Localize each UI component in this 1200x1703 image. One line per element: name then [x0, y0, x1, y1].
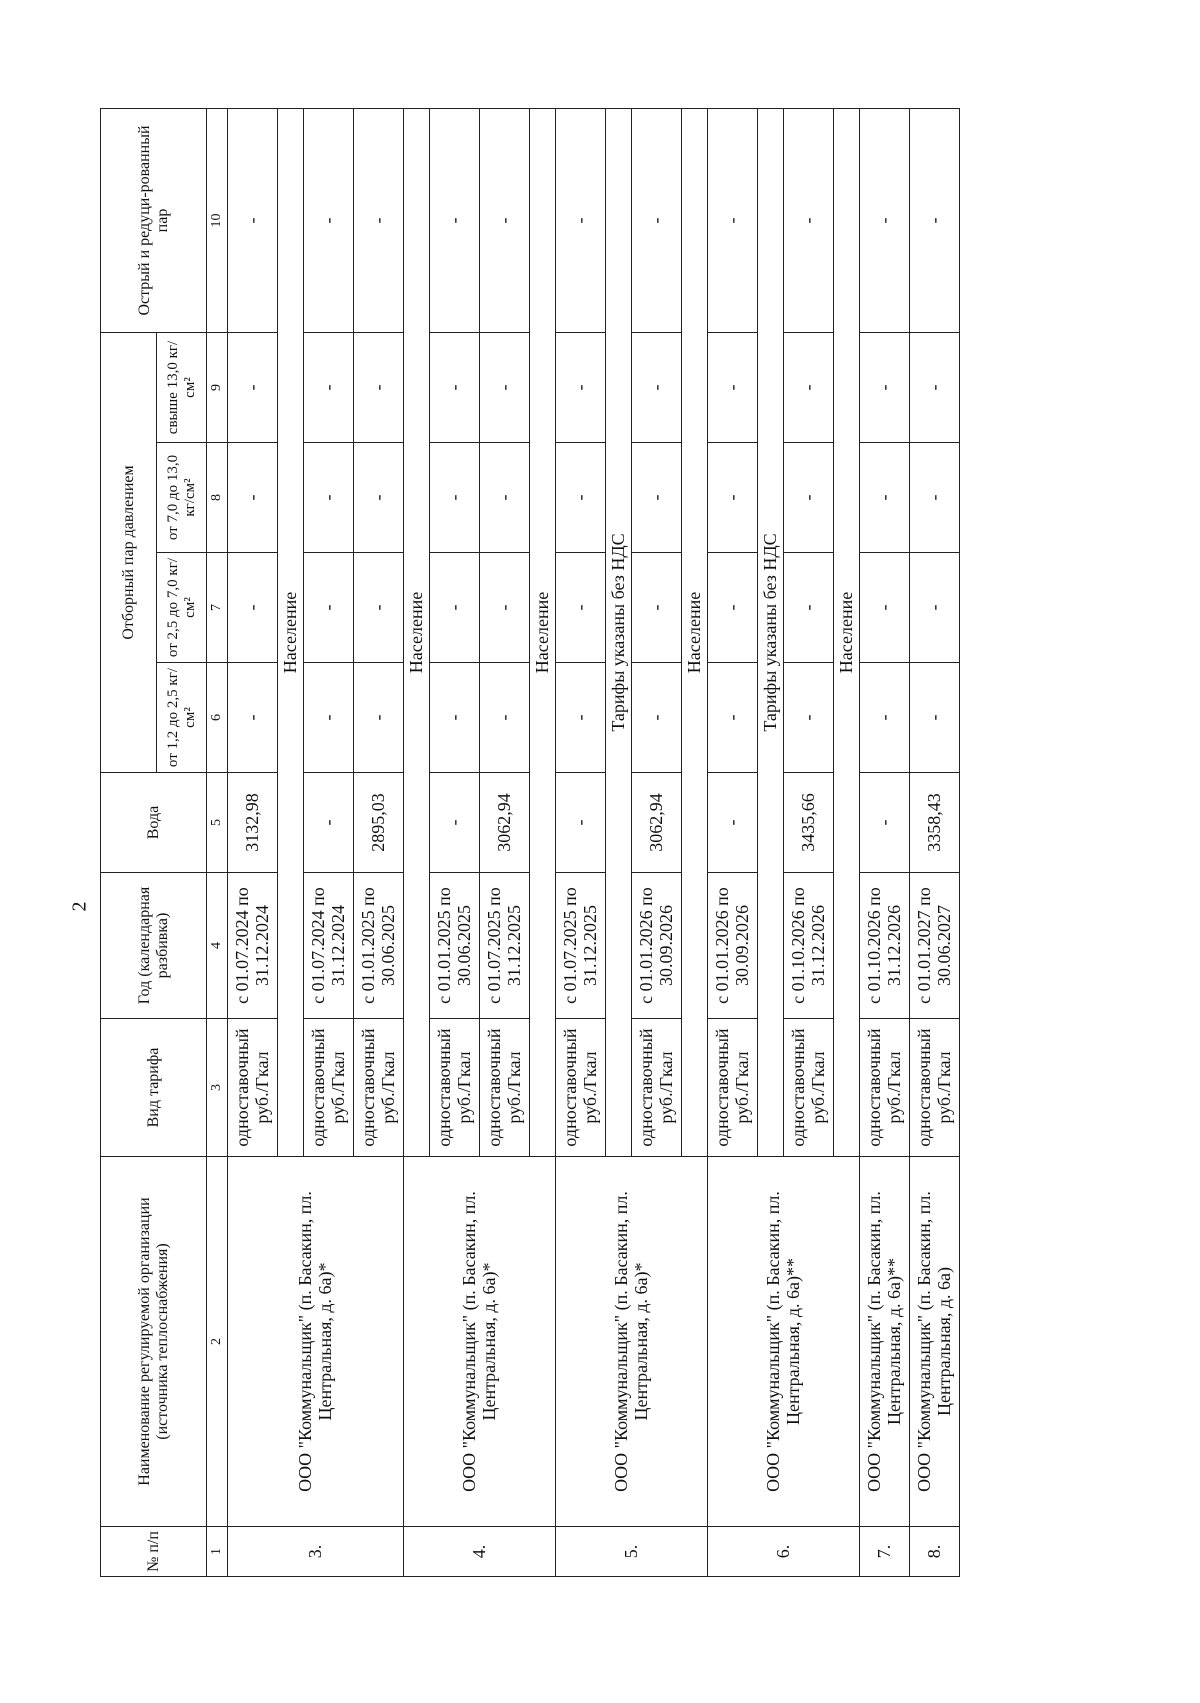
population-label: Население — [834, 109, 860, 1157]
tariff-document-rotated — [100, 109, 1100, 1577]
water-value: 3062,94 — [480, 773, 530, 873]
dash: - — [354, 333, 404, 443]
tariff-type: одноставочный руб./Гкал — [480, 1019, 530, 1157]
water-value: - — [708, 773, 758, 873]
dash: - — [354, 109, 404, 333]
row-num: 7. — [860, 1527, 910, 1577]
dash: - — [784, 109, 834, 333]
period: с 01.01.2027 по 30.06.2027 — [910, 873, 960, 1019]
dash: - — [480, 333, 530, 443]
water-value: 3132,98 — [228, 773, 278, 873]
row-num: 8. — [910, 1527, 960, 1577]
dash: - — [910, 333, 960, 443]
dash: - — [784, 333, 834, 443]
dash: - — [430, 333, 480, 443]
header-pressure-4: свыше 13,0 кг/см² — [157, 333, 207, 443]
dash: - — [480, 663, 530, 773]
dash: - — [430, 553, 480, 663]
dash: - — [430, 663, 480, 773]
dash: - — [910, 663, 960, 773]
table-row — [910, 109, 960, 1577]
water-value: 3435,66 — [784, 773, 834, 873]
dash: - — [708, 443, 758, 553]
header-org: Наименование регулируемой организации (источника теплоснабжения) — [101, 1157, 207, 1527]
dash: - — [556, 333, 606, 443]
vat-note: Тарифы указаны без НДС — [758, 109, 784, 1157]
water-value: - — [430, 773, 480, 873]
dash: - — [304, 333, 354, 443]
row-org: ООО "Коммунальщик" (п. Басакин, пл. Центральная, д. 6а) — [910, 1157, 960, 1527]
row-num: 3. — [228, 1527, 404, 1577]
dash: - — [632, 333, 682, 443]
dash: - — [910, 443, 960, 553]
header-pressure-1: от 1,2 до 2,5 кг/см² — [157, 663, 207, 773]
water-value: 3358,43 — [910, 773, 960, 873]
header-year: Год (календарная разбивка) — [101, 873, 207, 1019]
dash: - — [860, 443, 910, 553]
dash: - — [632, 663, 682, 773]
dash: - — [228, 333, 278, 443]
row-org: ООО "Коммунальщик" (п. Басакин, пл. Центральная, д. 6а)** — [708, 1157, 860, 1527]
period: с 01.01.2026 по 30.09.2026 — [632, 873, 682, 1019]
header-pressure-3: от 7,0 до 13,0 кг/см² — [157, 443, 207, 553]
header-water: Вода — [101, 773, 207, 873]
dash: - — [304, 109, 354, 333]
tariff-type: одноставочный руб./Гкал — [910, 1019, 960, 1157]
header-pressure-2: от 2,5 до 7,0 кг/см² — [157, 553, 207, 663]
colnum-8: 8 — [207, 443, 228, 553]
tariff-type: одноставочный руб./Гкал — [784, 1019, 834, 1157]
population-label: Население — [682, 109, 708, 1157]
tariff-type: одноставочный руб./Гкал — [304, 1019, 354, 1157]
dash: - — [708, 553, 758, 663]
table-row — [860, 109, 910, 1577]
colnum-9: 9 — [207, 333, 228, 443]
colnum-4: 4 — [207, 873, 228, 1019]
row-org: ООО "Коммунальщик" (п. Басакин, пл. Центральная, д. 6а)* — [228, 1157, 404, 1527]
dash: - — [354, 553, 404, 663]
dash: - — [304, 443, 354, 553]
dash: - — [556, 109, 606, 333]
dash: - — [910, 553, 960, 663]
period: с 01.01.2025 по 30.06.2025 — [354, 873, 404, 1019]
tariff-table — [100, 108, 960, 1577]
row-org: ООО "Коммунальщик" (п. Басакин, пл. Центральная, д. 6а)* — [404, 1157, 556, 1527]
water-value: - — [304, 773, 354, 873]
table-row — [556, 109, 606, 1577]
tariff-type: одноставочный руб./Гкал — [354, 1019, 404, 1157]
row-org: ООО "Коммунальщик" (п. Басакин, пл. Центральная, д. 6а)* — [556, 1157, 708, 1527]
period: с 01.10.2026 по 31.12.2026 — [784, 873, 834, 1019]
dash: - — [354, 443, 404, 553]
colnum-5: 5 — [207, 773, 228, 873]
dash: - — [708, 333, 758, 443]
period: с 01.01.2026 по 30.09.2026 — [708, 873, 758, 1019]
period: с 01.07.2025 по 31.12.2025 — [556, 873, 606, 1019]
population-label: Население — [404, 109, 430, 1157]
table-row — [404, 109, 430, 1577]
colnum-10: 10 — [207, 109, 228, 333]
dash: - — [228, 663, 278, 773]
tariff-type: одноставочный руб./Гкал — [708, 1019, 758, 1157]
period: с 01.07.2024 по 31.12.2024 — [304, 873, 354, 1019]
tariff-type: одноставочный руб./Гкал — [632, 1019, 682, 1157]
dash: - — [860, 333, 910, 443]
dash: - — [632, 443, 682, 553]
dash: - — [860, 663, 910, 773]
colnum-6: 6 — [207, 663, 228, 773]
page-number: 2 — [68, 901, 91, 912]
dash: - — [480, 109, 530, 333]
dash: - — [784, 443, 834, 553]
water-value: - — [860, 773, 910, 873]
header-tariff-type: Вид тарифа — [101, 1019, 207, 1157]
header-num: № п/п — [101, 1527, 207, 1577]
dash: - — [304, 553, 354, 663]
dash: - — [910, 109, 960, 333]
tariff-type: одноставочный руб./Гкал — [860, 1019, 910, 1157]
dash: - — [430, 109, 480, 333]
row-num: 6. — [708, 1527, 860, 1577]
dash: - — [860, 109, 910, 333]
vat-note: Тарифы указаны без НДС — [606, 109, 632, 1157]
dash: - — [556, 553, 606, 663]
row-org: ООО "Коммунальщик" (п. Басакин, пл. Центральная, д. 6а)** — [860, 1157, 910, 1527]
water-value: - — [556, 773, 606, 873]
dash: - — [228, 443, 278, 553]
dash: - — [556, 443, 606, 553]
water-value: 2895,03 — [354, 773, 404, 873]
header-live-steam: Острый и редуци-рованный пар — [101, 109, 207, 333]
tariff-type: одноставочный руб./Гкал — [430, 1019, 480, 1157]
table-row — [228, 109, 278, 1577]
tariff-type: одноставочный руб./Гкал — [228, 1019, 278, 1157]
table-row — [708, 109, 758, 1577]
row-num: 4. — [404, 1527, 556, 1577]
period: с 01.07.2024 по 31.12.2024 — [228, 873, 278, 1019]
dash: - — [480, 553, 530, 663]
tariff-type: одноставочный руб./Гкал — [556, 1019, 606, 1157]
dash: - — [632, 109, 682, 333]
row-num: 5. — [556, 1527, 708, 1577]
dash: - — [860, 553, 910, 663]
dash: - — [430, 443, 480, 553]
colnum-2: 2 — [207, 1157, 228, 1527]
population-label: Население — [278, 109, 304, 1157]
dash: - — [784, 663, 834, 773]
dash: - — [228, 109, 278, 333]
colnum-3: 3 — [207, 1019, 228, 1157]
dash: - — [228, 553, 278, 663]
dash: - — [708, 109, 758, 333]
dash: - — [632, 553, 682, 663]
dash: - — [354, 663, 404, 773]
dash: - — [480, 443, 530, 553]
colnum-7: 7 — [207, 553, 228, 663]
population-label: Население — [530, 109, 556, 1157]
dash: - — [708, 663, 758, 773]
period: с 01.01.2025 по 30.06.2025 — [430, 873, 480, 1019]
header-steam-group: Отборный пар давлением — [101, 333, 157, 773]
colnum-1: 1 — [207, 1527, 228, 1577]
water-value: 3062,94 — [632, 773, 682, 873]
period: с 01.07.2025 по 31.12.2025 — [480, 873, 530, 1019]
period: с 01.10.2026 по 31.12.2026 — [860, 873, 910, 1019]
dash: - — [304, 663, 354, 773]
dash: - — [784, 553, 834, 663]
dash: - — [556, 663, 606, 773]
